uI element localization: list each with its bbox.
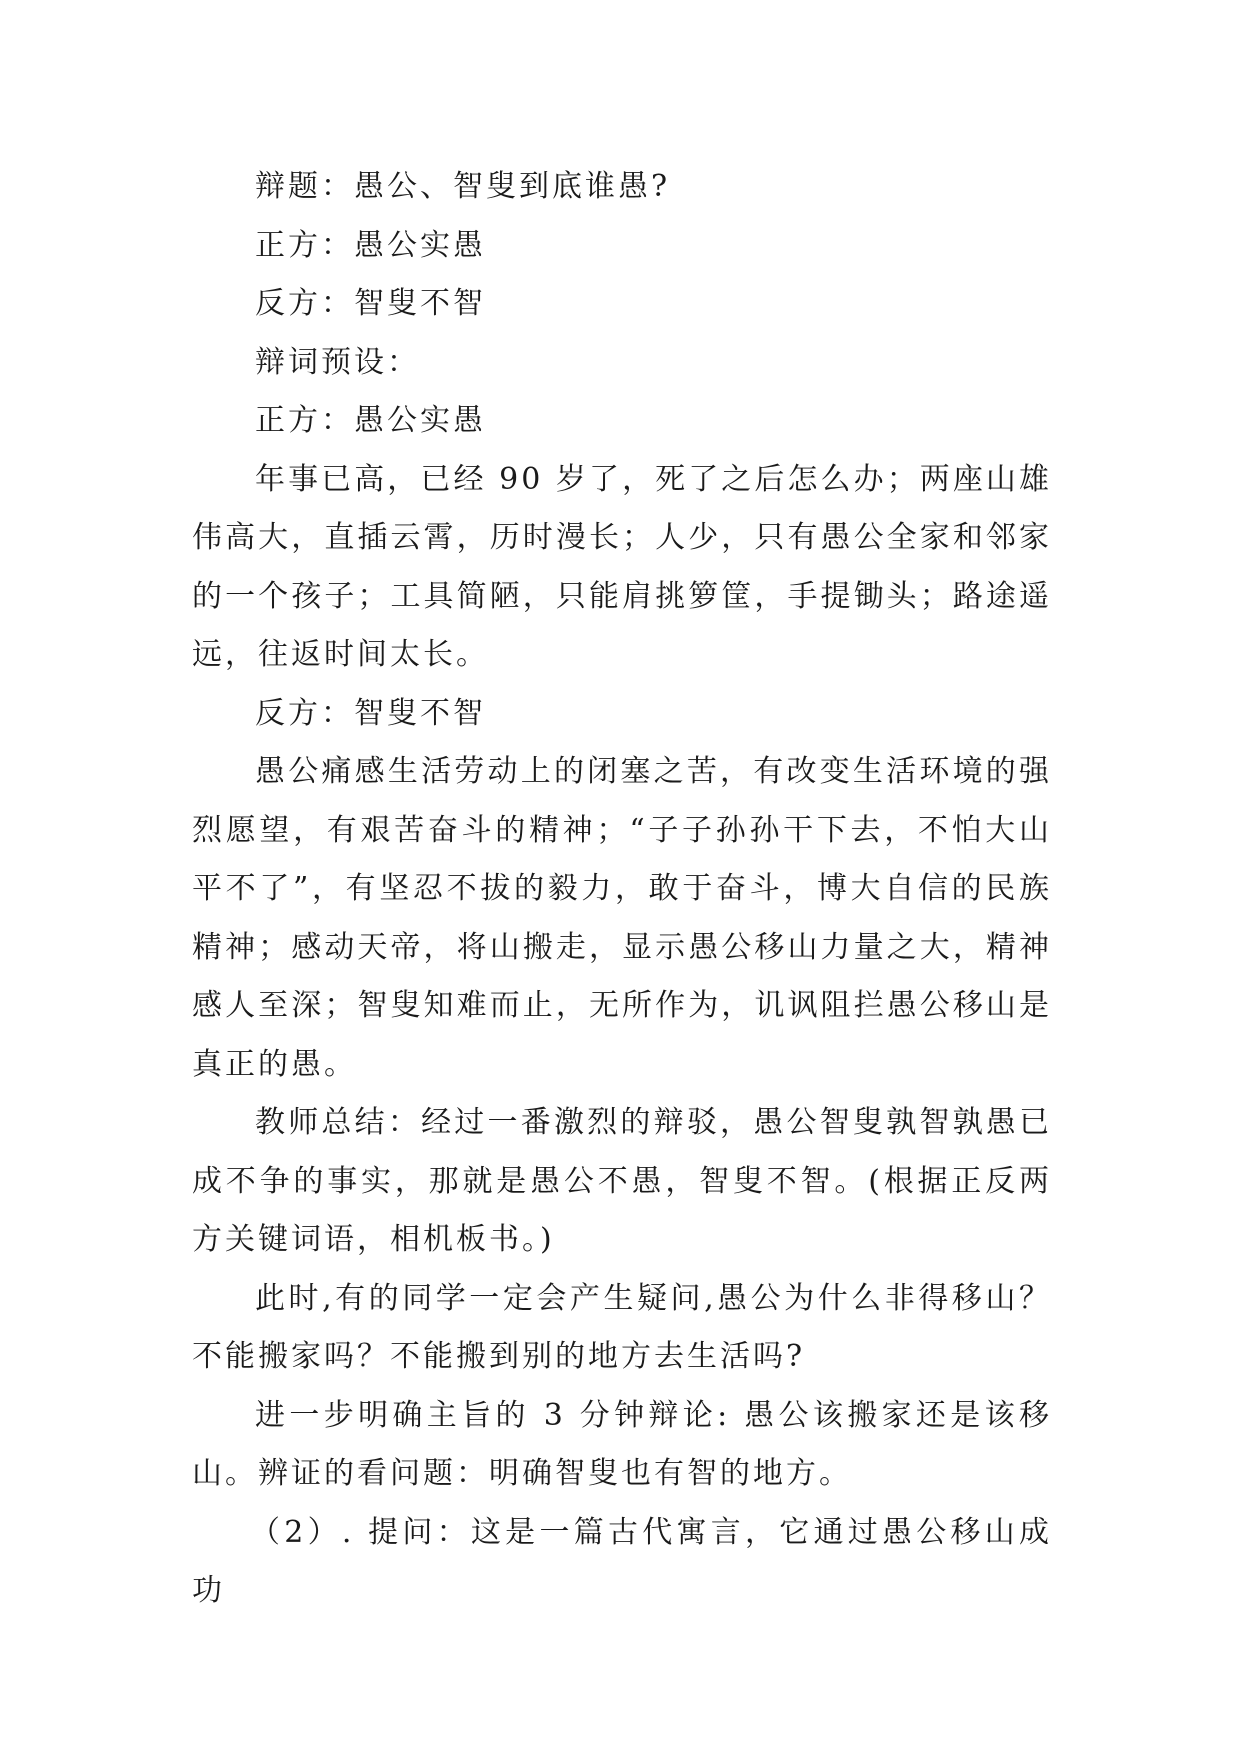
teacher-summary: 教师总结：经过一番激烈的辩驳，愚公智叟孰智孰愚已成不争的事实，那就是愚公不愚，智叟不智。(根据正反两方关键词语，相机板书。) [192,1105,1052,1257]
affirmative-heading: 正方：愚公实愚 [255,403,486,438]
debate-preset-heading: 辩词预设： [255,344,420,380]
negative-heading: 反方：智叟不智 [255,695,486,731]
debate-topic: 辩题：愚公、智叟到底谁愚? [255,169,671,204]
negative-argument: 愚公痛感生活劳动上的闭塞之苦，有改变生活环境的强烈愿望，有艰苦奋斗的精神；“子子孙孙干下去，不怕大山平不了”，有坚忍不拔的毅力，敢于奋斗，博大自信的民族精神；感动天帝，将山搬走，显示愚公移山力量之大，精神感人至深；智叟知难而止，无所作为，讥讽阻拦愚公移山是真正的愚。 [192,754,1052,1082]
affirmative-side: 正方：愚公实愚 [255,227,486,263]
negative-side: 反方：智叟不智 [255,286,486,321]
question-item-2: （2）. 提问：这是一篇古代寓言，它通过愚公移山成功 [192,1514,1052,1608]
further-debate: 进一步明确主旨的 3 分钟辩论: 愚公该搬家还是该移山。辨证的看问题：明确智叟也有智的地方。 [192,1397,1052,1491]
affirmative-argument: 年事已高，已经 90 岁了，死了之后怎么办；两座山雄伟高大，直插云霄，历时漫长；人少，只有愚公全家和邻家的一个孩子；工具简陋，只能肩挑箩筐，手提锄头；路途遥远，往返时间太长。 [192,461,1052,672]
document-body [192,158,1052,1621]
student-question: 此时,有的同学一定会产生疑问,愚公为什么非得移山？不能搬家吗？不能搬到别的地方去生活吗? [192,1280,1052,1374]
